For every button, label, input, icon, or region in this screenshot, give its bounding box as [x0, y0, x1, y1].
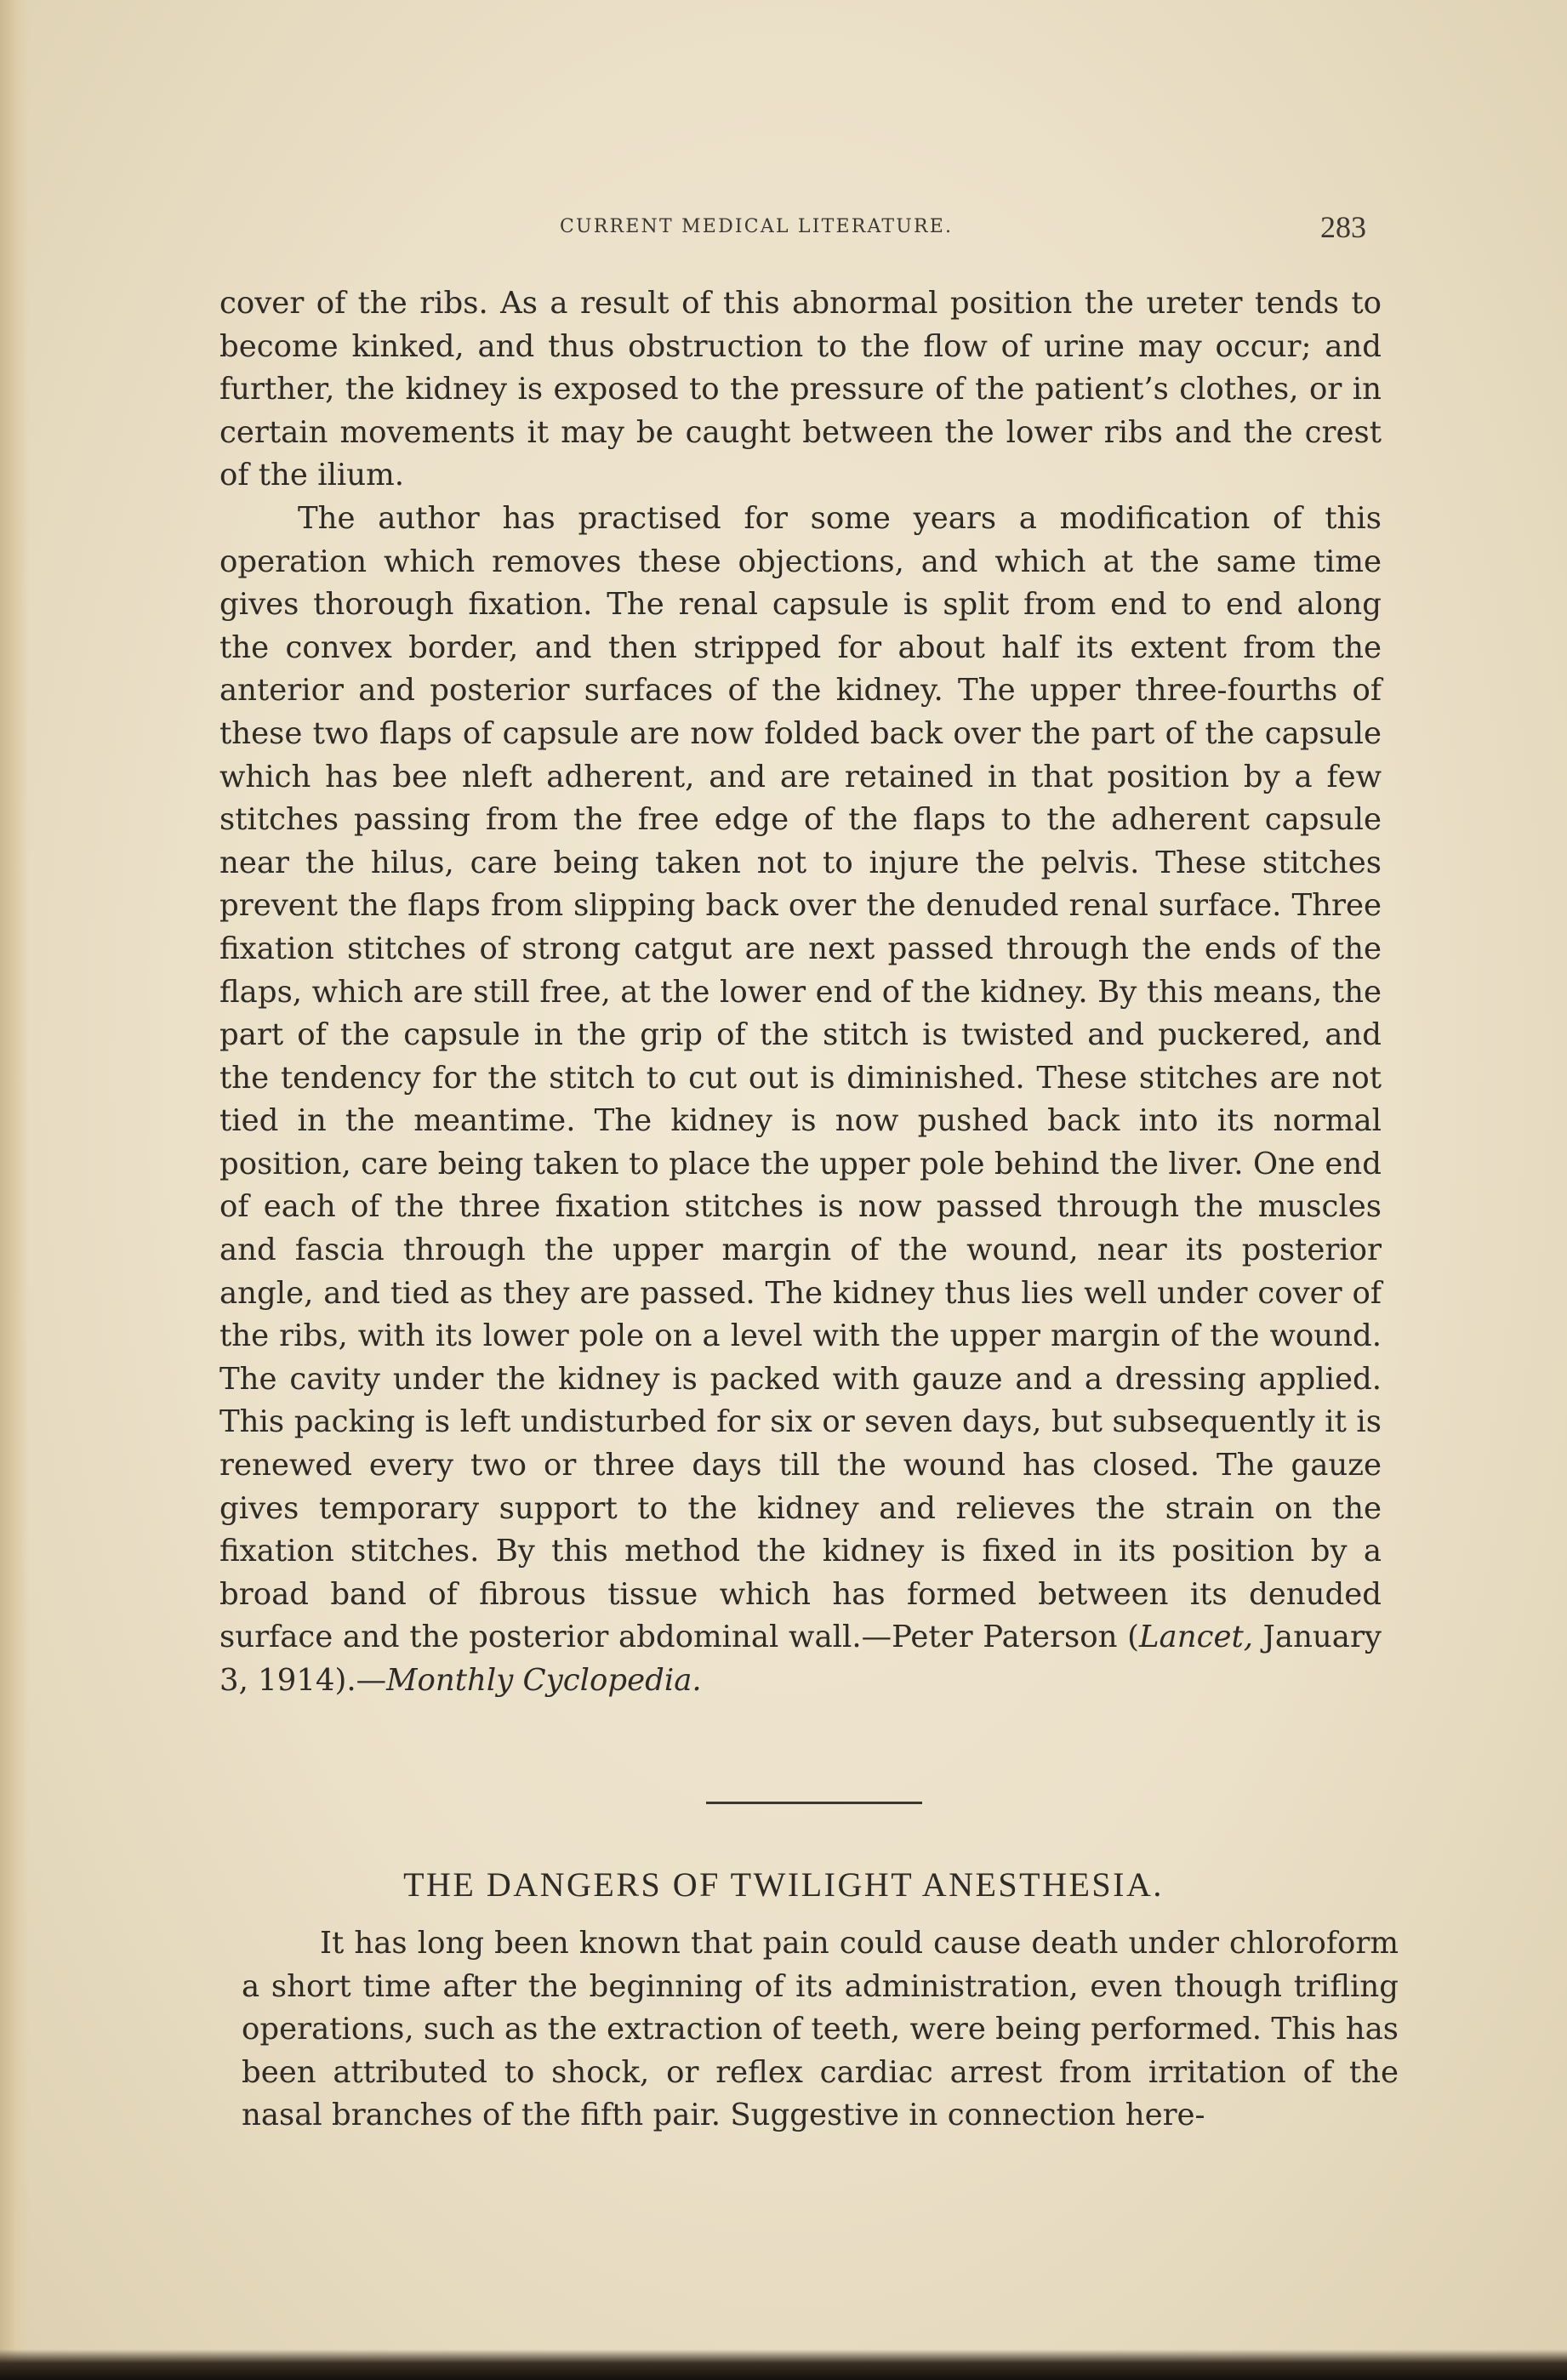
page-binding-shadow — [0, 0, 29, 2380]
article-continued-text — [219, 282, 1382, 1703]
running-header — [0, 209, 1567, 252]
page-number: 283 — [1320, 210, 1366, 244]
citation-source: Monthly Cyclopedia. — [386, 1663, 702, 1698]
section-body-text — [242, 1922, 1399, 2138]
page-bottom-shadow — [0, 2349, 1567, 2380]
section-divider — [706, 1802, 922, 1804]
citation-date: January 3, 1914).— — [219, 1620, 1382, 1698]
paragraph-continued: cover of the ribs. As a result of this abnormal position the ureter tends to become kinked, and thus obstruction to the flow of urine may occur; and further, the kidney is exposed to the pressure of the patient’s clothes, or in certain movements it may be caught between the lower ribs and the crest of the ilium. — [219, 286, 1382, 493]
section-title: THE DANGERS OF TWILIGHT ANESTHESIA. — [403, 1865, 1164, 1904]
paragraph-modification-body: The author has practised for some years a modification of this operation which removes these objections, and which at the same time gives thorough fixation. The renal capsule is split from end to end along the convex border, and then stripped for about half its extent from the anterior and posterior surfaces of the kidney. The upper three-fourths of these two flaps of capsule are now folded back over the part of the capsule which has bee nleft adherent, and are retained in that position by a few stitches passing from the free edge of the flaps to the adherent capsule near the hilus, care being taken not to injure the pelvis. These stitches prevent the flaps from slipping back over the denuded renal surface. Three fixation stitches of strong catgut are next passed through the ends of the flaps, which are still free, at the lower end of the kidney. By this means, the part of the capsule in the grip of the stitch is twisted and puckered, and the tendency for the stitch to cut out is diminished. These stitches are not tied in the meantime. The kidney is now pushed back into its normal position, care being taken to place the upper pole behind the liver. One end of each of the three fixation stitches is now passed through the muscles and fascia through the upper margin of the wound, near its posterior angle, and tied as they are passed. The kidney thus lies well under cover of the ribs, with its lower pole on a level with the upper margin of the wound. The cavity under the kidney is packed with gauze and a dressing applied. This packing is left undisturbed for six or seven days, but subsequently it is renewed every two or three days till the wound has closed. The gauze gives temporary support to the kidney and relieves the strain on the fixation stitches. By this method the kidney is fixed in its position by a broad band of fibrous tissue which has formed between its denuded surface and the posterior abdominal wall.—Peter Paterson ( — [219, 500, 1382, 1655]
running-title: CURRENT MEDICAL LITERATURE. — [560, 216, 954, 237]
section-paragraph: It has long been known that pain could cause death under chloroform a short time after the beginning of its administration, even though trifling operations, such as the extraction of teeth, were being performed. This has been attributed to shock, or reflex cardiac arrest from irritation of the nasal branches of the fifth pair. Suggestive in connection here- — [242, 1926, 1399, 2133]
citation-journal: Lancet, — [1138, 1620, 1254, 1655]
paragraph-modification — [219, 498, 1382, 1703]
